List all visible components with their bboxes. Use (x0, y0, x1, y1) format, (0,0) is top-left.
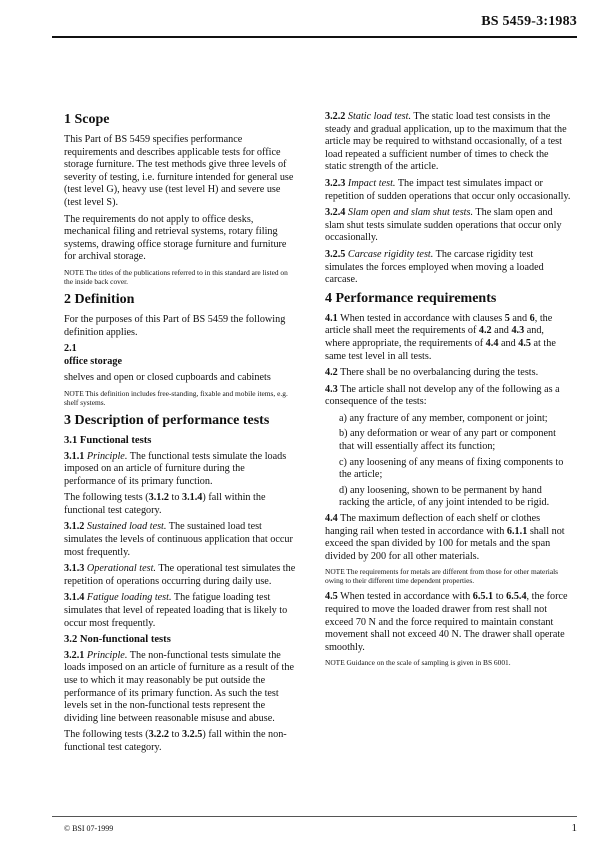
clause-number: 3.1.1 (64, 450, 85, 462)
clause-3-2-3 (325, 178, 571, 203)
non-functional-tests-heading: 3.2 Non-functional tests (64, 634, 171, 646)
clause-reference: 5 (504, 312, 510, 324)
text-run: , the force required to move the loaded drawer from rest shall not exceed 70 N and the force required to maintain constant movement shall not exceed 40 N. The drawer shall operate smoothly. (325, 591, 568, 653)
definition-intro: For the purposes of this Part of BS 5459 the following definition applies. (64, 313, 286, 338)
clause-text: The non-functional tests simulate the loads imposed on an article of furniture as a result of the use to which it may reasonably be put outside the performance of its primary function. As such the test levels set in the non-functional tests represent the dividing line between reasonable misuse and abuse. (64, 649, 294, 724)
list-item: c) any loosening of any means of fixing components to the article; (339, 456, 564, 481)
clause-4-5 (325, 591, 571, 654)
definition-note: NOTE This definition includes free-standing, fixable and mobile items, e.g. shelf systems. (64, 388, 288, 407)
clause-text: The sustained load test simulates the levels of continuous application that occur most frequently. (64, 521, 293, 558)
text-run: , the article shall meet the requirements of (325, 312, 553, 337)
clause-title: Operational test. (86, 563, 156, 575)
clause-3-1-4 (64, 592, 297, 630)
page-header (52, 10, 577, 40)
text-run: shall not exceed the span divided by 100 for metals and the span divided by 200 for all other materials. (325, 525, 565, 562)
text-run: ) fall within the non-functional test category. (64, 729, 287, 753)
non-functional-tests-scope (64, 729, 297, 754)
clause-number: 4.4 (325, 513, 338, 525)
text-run: and (509, 312, 530, 324)
footer-rule (52, 816, 577, 817)
clause-3-2-1 (64, 650, 297, 726)
clause-text: The slam open and slam shut tests simulate sudden operations that occur only occasionally. (325, 207, 562, 244)
clause-number: 3.2.1 (64, 649, 85, 661)
clause-title: Principle. (86, 649, 128, 661)
scope-paragraph-2: The requirements do not apply to office desks, mechanical filing and retrieval systems, rotary filing systems, drawing office storage furniture and furniture for archival storage. (64, 213, 287, 263)
list-item: b) any deformation or wear of any part or component that will essentially affect its function; (339, 428, 556, 453)
text-run: and, where appropriate, the requirements of (325, 325, 544, 349)
clause-text: There shall be no overbalancing during the tests. (337, 367, 539, 379)
clause-reference: 4.4 (485, 337, 499, 349)
text-run: The following tests ( (64, 492, 149, 504)
text-run: to (493, 591, 507, 603)
list-item: d) any loosening, shown to be permanent by hand racking the article, of any joint intended to be rigid. (339, 484, 550, 509)
page-number: 1 (571, 822, 577, 834)
clause-reference: 4.5 (518, 337, 531, 349)
scope-paragraph-1: This Part of BS 5459 specifies performance requirements and describes applicable tests for office storage furniture. The test methods give three levels of severity of testing, i.e. furniture intended for general use (test level G), heavy use (test level H) and severe use (test level S). (64, 134, 294, 208)
definition-term: office storage (64, 355, 122, 367)
clause-title: Fatigue loading test. (86, 592, 172, 604)
clause-reference: 3.2.2 (148, 729, 169, 741)
clause-reference: 4.2 (478, 325, 492, 337)
list-item: a) any fracture of any member, component or joint; (339, 412, 548, 424)
text-run: The maximum deflection of each shelf or clothes hanging rail when tested in accordance with (325, 513, 541, 537)
clause-title: Sustained load test. (86, 521, 167, 533)
clause-number: 4.1 (325, 312, 338, 324)
text-run: The following tests ( (64, 729, 149, 741)
document-id: BS 5459-3:1983 (481, 14, 577, 29)
clause-number: 3.2.2 (325, 111, 346, 122)
clause-4-1 (325, 313, 571, 363)
clause-reference: 4.3 (511, 325, 525, 337)
clause-number: 4.2 (325, 367, 338, 379)
clause-4-4 (325, 513, 571, 563)
clause-3-2-5 (325, 249, 571, 287)
clause-text: The carcase rigidity test simulates the forces employed when moving a loaded carcase. (325, 248, 544, 286)
text-run: at the same test level in all tests. (325, 337, 556, 362)
clause-3-2-4 (325, 207, 571, 245)
functional-tests-scope (64, 492, 297, 517)
text-run: and (491, 325, 512, 337)
clause-number: 3.1.2 (64, 521, 85, 533)
clause-reference: 6.1.1 (506, 525, 528, 537)
clause-text: The impact test simulates impact or repetition of sudden operations that occur only occasionally. (325, 177, 571, 202)
clause-title: Impact test. (347, 177, 396, 189)
clause-3-1-3 (64, 563, 297, 588)
scope-note: NOTE The titles of the publications referred to in this standard are listed on the inside back cover. (64, 267, 288, 286)
text-run: When tested in accordance with clauses (337, 312, 505, 324)
clause-number: 3.2.4 (325, 207, 346, 219)
text-run: and (498, 337, 519, 349)
clause-4-2 (325, 367, 571, 380)
text-run: to (168, 729, 183, 741)
clause-number: 3.2.5 (325, 248, 346, 260)
clause-reference: 3.2.5 (182, 729, 203, 741)
clause-number: 3.2.3 (325, 177, 346, 189)
definition-number: 2.1 (64, 343, 77, 355)
functional-tests-heading: 3.1 Functional tests (64, 434, 152, 446)
clause-text: The operational test simulates the repetition of operations occurring during daily use. (64, 563, 296, 587)
failure-list (325, 413, 571, 510)
text-run: When tested in accordance with (337, 591, 473, 603)
section-performance-title: 4 Performance requirements (325, 290, 497, 306)
clause-text: The functional tests simulate the loads imposed on an article of furniture during the performance of its primary function. (64, 450, 287, 487)
clause-title: Static load test. (347, 111, 412, 122)
right-column (325, 111, 571, 673)
clause-reference: 6.5.1 (472, 591, 494, 603)
clause-number: 4.3 (325, 383, 338, 395)
clause-3-2-2 (325, 111, 571, 174)
clause-text: The fatigue loading test simulates that level of repeated loading that is likely to occur most frequently. (64, 592, 288, 629)
clause-title: Slam open and slam shut tests. (347, 207, 474, 219)
clause-4-4-note: NOTE The requirements for metals are different from those for other materials owing to their different time dependent properties. (325, 567, 559, 586)
section-definition-title: 2 Definition (64, 291, 135, 307)
clause-title: Carcase rigidity test. (347, 248, 434, 260)
clause-reference: 3.1.2 (148, 492, 169, 504)
left-column (64, 108, 297, 759)
clause-3-1-2 (64, 521, 297, 559)
clause-text: The static load test consists in the steady and gradual application, up to the maximum that the article may be required to withstand occasionally, of a test load repeated a sufficient number of times to check the static strength of the article. (325, 111, 567, 173)
clause-text: The article shall not develop any of the following as a consequence of the tests: (325, 383, 560, 408)
clause-number: 4.5 (325, 591, 338, 603)
text-run: to (168, 492, 183, 504)
clause-number: 3.1.4 (64, 592, 85, 604)
clause-number: 3.1.3 (64, 563, 85, 575)
page-footer (52, 816, 577, 836)
section-description-title: 3 Description of performance tests (64, 412, 270, 428)
copyright: © BSI 07-1999 (64, 824, 114, 833)
clause-4-3 (325, 384, 571, 409)
clause-title: Principle. (86, 450, 128, 462)
clause-reference: 6.5.4 (506, 591, 527, 603)
clause-reference: 3.1.4 (182, 492, 203, 504)
definition-text: shelves and open or closed cupboards and cabinets (64, 372, 271, 384)
clause-reference: 6 (529, 312, 535, 324)
clause-3-1-1 (64, 451, 297, 489)
clause-4-5-note: NOTE Guidance on the scale of sampling is given in BS 6001. (325, 658, 511, 668)
header-rule (52, 36, 577, 38)
section-scope-title: 1 Scope (64, 112, 110, 127)
text-run: ) fall within the functional test category. (64, 492, 266, 516)
